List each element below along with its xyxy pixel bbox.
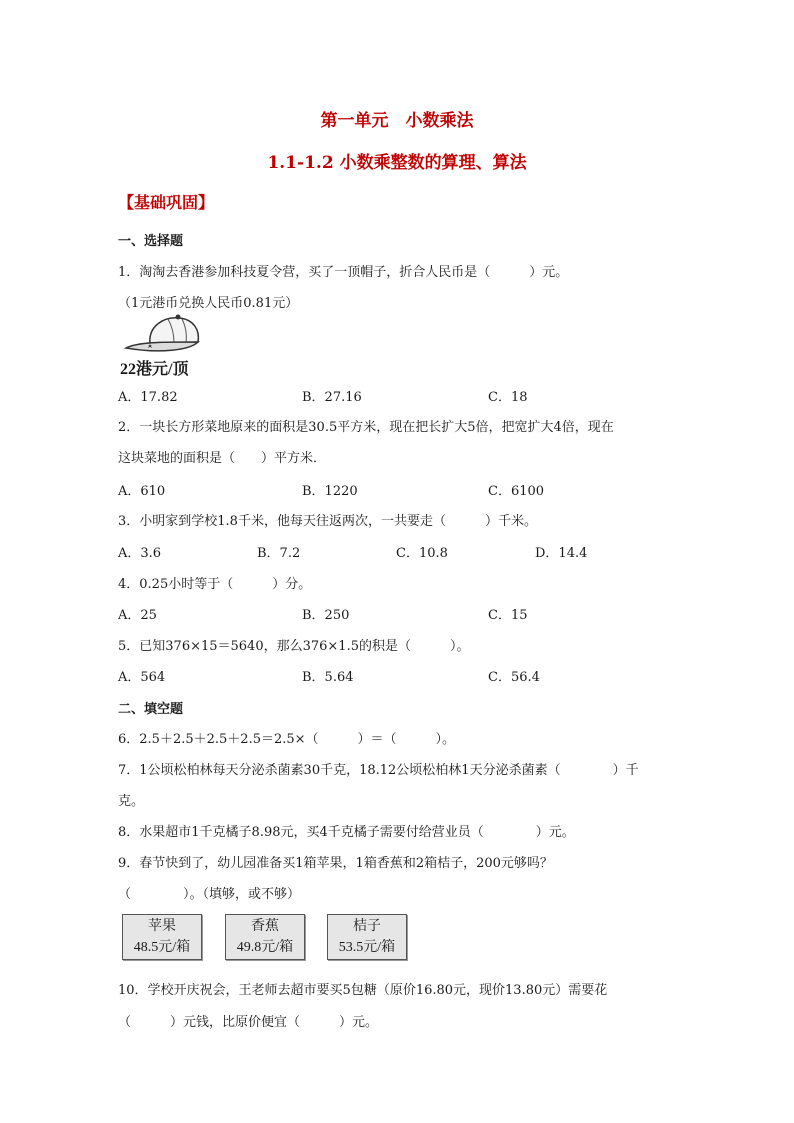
question-9-line2: （ ）。（填够，或不够） <box>118 887 301 902</box>
q3-option-d: D．14.4 <box>535 546 588 561</box>
fruit-card-apple <box>122 914 202 960</box>
section-heading: 【基础巩固】 <box>118 193 215 212</box>
question-7-line1: 7．1公顷松柏林每天分泌杀菌素30千克，18.12公顷松柏林1天分泌杀菌素（ ）千 <box>118 763 639 778</box>
question-5: 5．已知376×15＝5640，那么376×1.5的积是（ ）。 <box>118 639 470 654</box>
part2-heading: 二、填空题 <box>118 702 184 717</box>
question-2-line2: 这块菜地的面积是（ ）平方米． <box>118 451 327 466</box>
fruit-name: 桔子 <box>353 919 381 934</box>
q2-option-b: B．1220 <box>302 484 358 499</box>
question-6: 6．2.5＋2.5＋2.5＋2.5＝2.5×（ ）＝（ ）。 <box>118 732 456 747</box>
cap-icon <box>120 312 210 356</box>
q4-option-c: C．15 <box>488 608 528 623</box>
question-1-note: （1元港币兑换人民币0.81元） <box>118 296 299 311</box>
page-subtitle: 1.1-1.2 小数乘整数的算理、算法 <box>267 153 527 173</box>
question-8: 8．水果超市1千克橘子8.98元，买4千克橘子需要付给营业员（ ）元。 <box>118 825 575 840</box>
fruit-card-banana <box>225 914 305 960</box>
fruit-price: 53.5元/箱 <box>338 940 396 955</box>
q3-option-b: B．7.2 <box>257 546 301 561</box>
fruit-price: 49.8元/箱 <box>236 940 294 955</box>
question-1: 1．淘淘去香港参加科技夏令营，买了一顶帽子，折合人民币是（ ）元。 <box>118 265 569 280</box>
question-3: 3．小明家到学校1.8千米，他每天往返两次，一共要走（ ）千米。 <box>118 514 537 529</box>
question-10-line2: （ ）元钱，比原价便宜（ ）元。 <box>118 1015 379 1030</box>
q4-option-b: B．250 <box>302 608 350 623</box>
fruit-card-tangerine <box>327 914 407 960</box>
fruit-name: 苹果 <box>148 919 176 934</box>
q5-option-c: C．56.4 <box>488 670 540 685</box>
fruit-price: 48.5元/箱 <box>133 940 191 955</box>
question-7-line2: 克。 <box>118 794 145 809</box>
question-2-line1: 2．一块长方形菜地原来的面积是30.5平方米，现在把长扩大5倍，把宽扩大4倍，现在 <box>118 420 614 435</box>
q1-option-b: B．27.16 <box>302 390 362 405</box>
q1-option-c: C．18 <box>488 390 528 405</box>
q5-option-b: B．5.64 <box>302 670 354 685</box>
cap-price-label: 22港元/顶 <box>120 361 189 378</box>
q2-option-c: C．6100 <box>488 484 545 499</box>
page-title: 第一单元 小数乘法 <box>320 111 474 131</box>
q2-option-a: A．610 <box>118 484 166 499</box>
fruit-name: 香蕉 <box>251 919 279 934</box>
part1-heading: 一、选择题 <box>118 234 184 249</box>
question-10-line1: 10．学校开庆祝会，王老师去超市要买5包糖（原价16.80元，现价13.80元）需要花 <box>118 983 608 998</box>
cap-image <box>120 312 210 378</box>
q4-option-a: A．25 <box>118 608 157 623</box>
question-9-line1: 9．春节快到了，幼儿园准备买1箱苹果，1箱香蕉和2箱桔子，200元够吗？ <box>118 856 553 871</box>
q3-option-a: A．3.6 <box>118 546 162 561</box>
question-4: 4．0.25小时等于（ ）分。 <box>118 577 312 592</box>
q3-option-c: C．10.8 <box>396 546 448 561</box>
q5-option-a: A．564 <box>118 670 166 685</box>
q1-option-a: A．17.82 <box>118 390 178 405</box>
